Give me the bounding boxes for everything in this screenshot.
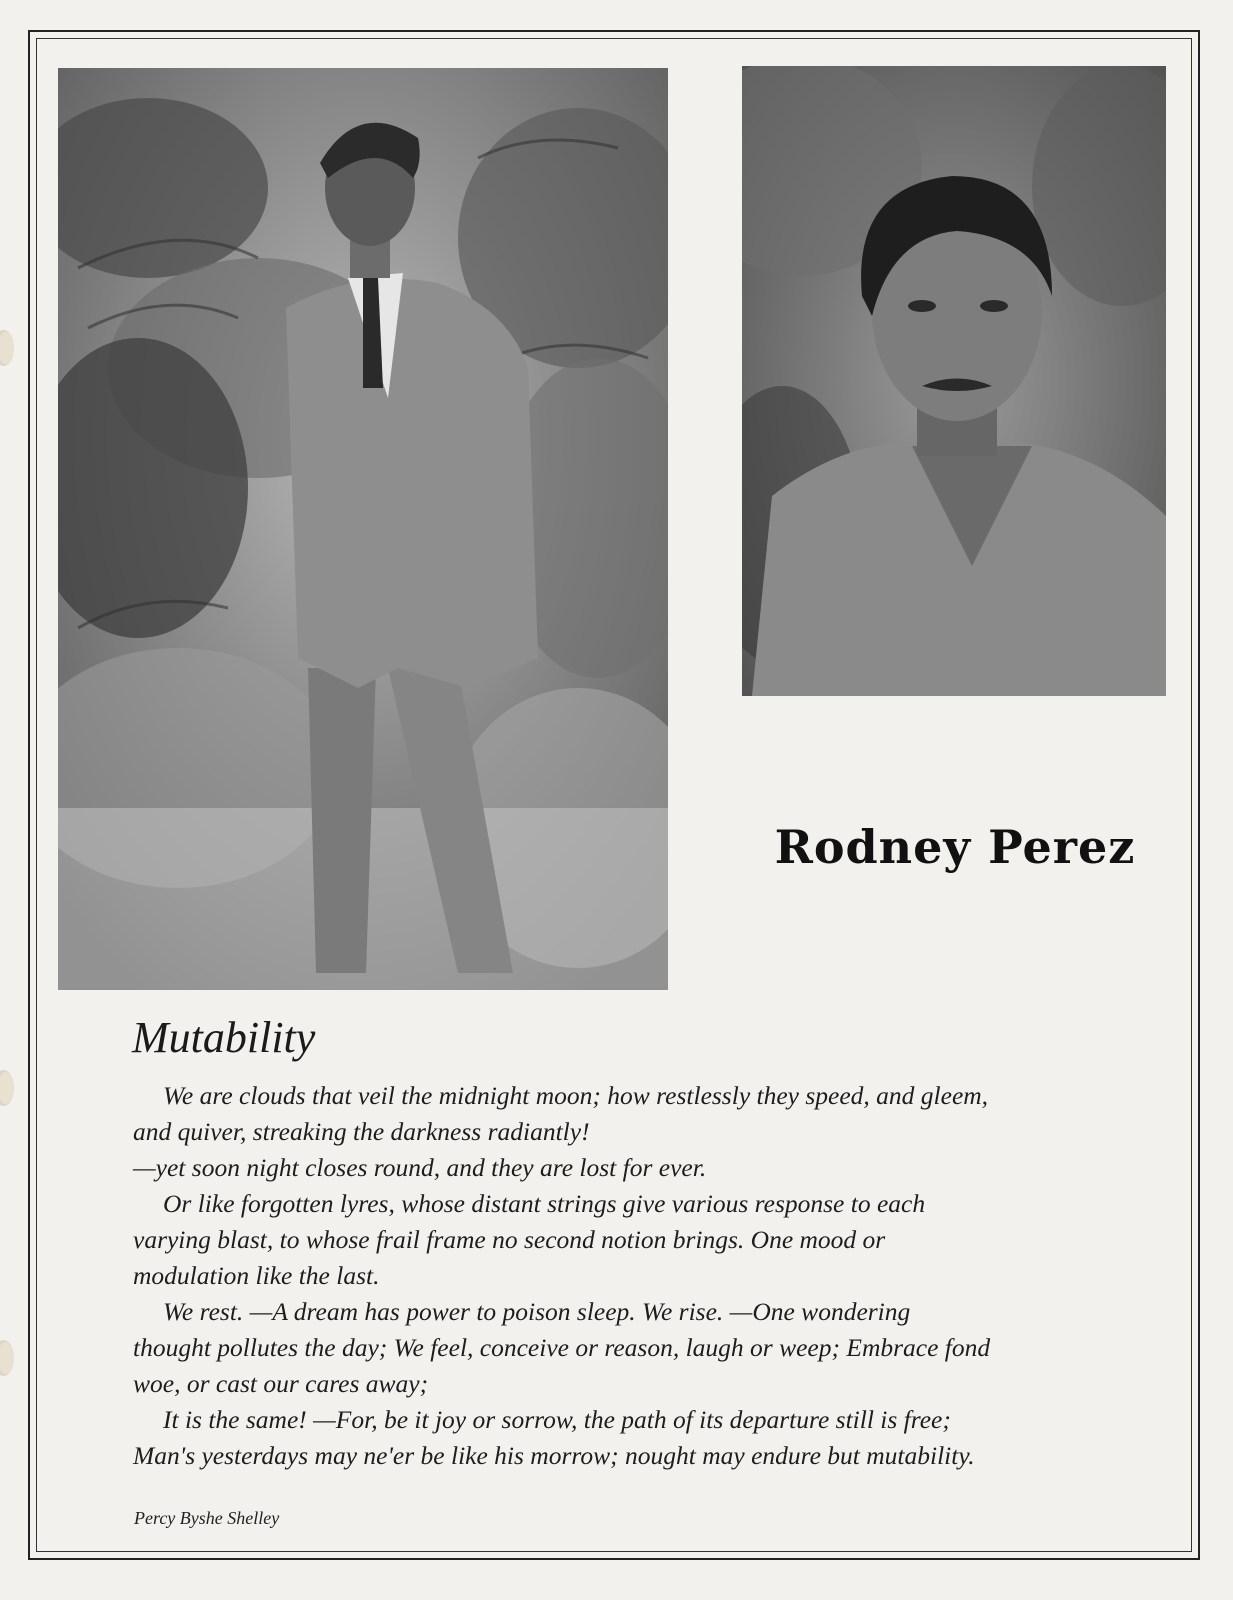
binder-hole: [0, 1070, 14, 1106]
poem-line: Man's yesterdays may ne'er be like his morrow; nought may endure but mutability.: [133, 1441, 975, 1470]
poem-line: and quiver, streaking the darkness radiantly!: [133, 1117, 590, 1146]
binder-hole: [0, 330, 14, 366]
poem-line: woe, or cast our cares away;: [133, 1369, 429, 1398]
name-heading: Rodney Perez: [774, 820, 1136, 874]
poem-line: We are clouds that veil the midnight moon; how restlessly they speed, and gleem,: [163, 1081, 989, 1110]
binder-hole: [0, 1340, 14, 1376]
poem-title: Mutability: [132, 1013, 316, 1062]
poem-body: [133, 1078, 1093, 1474]
portrait-photo: [742, 66, 1166, 696]
poem-line: thought pollutes the day; We feel, conceive or reason, laugh or weep; Embrace fond: [133, 1333, 991, 1362]
poem-line: Or like forgotten lyres, whose distant strings give various response to each: [163, 1189, 926, 1218]
poem-line: —yet soon night closes round, and they are lost for ever.: [133, 1153, 707, 1182]
poem-line: We rest. —A dream has power to poison sleep. We rise. —One wondering: [163, 1297, 911, 1326]
photo-standing-man: [58, 68, 668, 990]
photo-portrait: [742, 66, 1166, 696]
poem-author: Percy Byshe Shelley: [134, 1508, 280, 1528]
standing-man-in-suit-photo: [58, 68, 668, 990]
poem-line: varying blast, to whose frail frame no second notion brings. One mood or: [133, 1225, 886, 1254]
poem-line: modulation like the last.: [133, 1261, 380, 1290]
poem-line: It is the same! —For, be it joy or sorrow, the path of its departure still is free;: [163, 1405, 951, 1434]
